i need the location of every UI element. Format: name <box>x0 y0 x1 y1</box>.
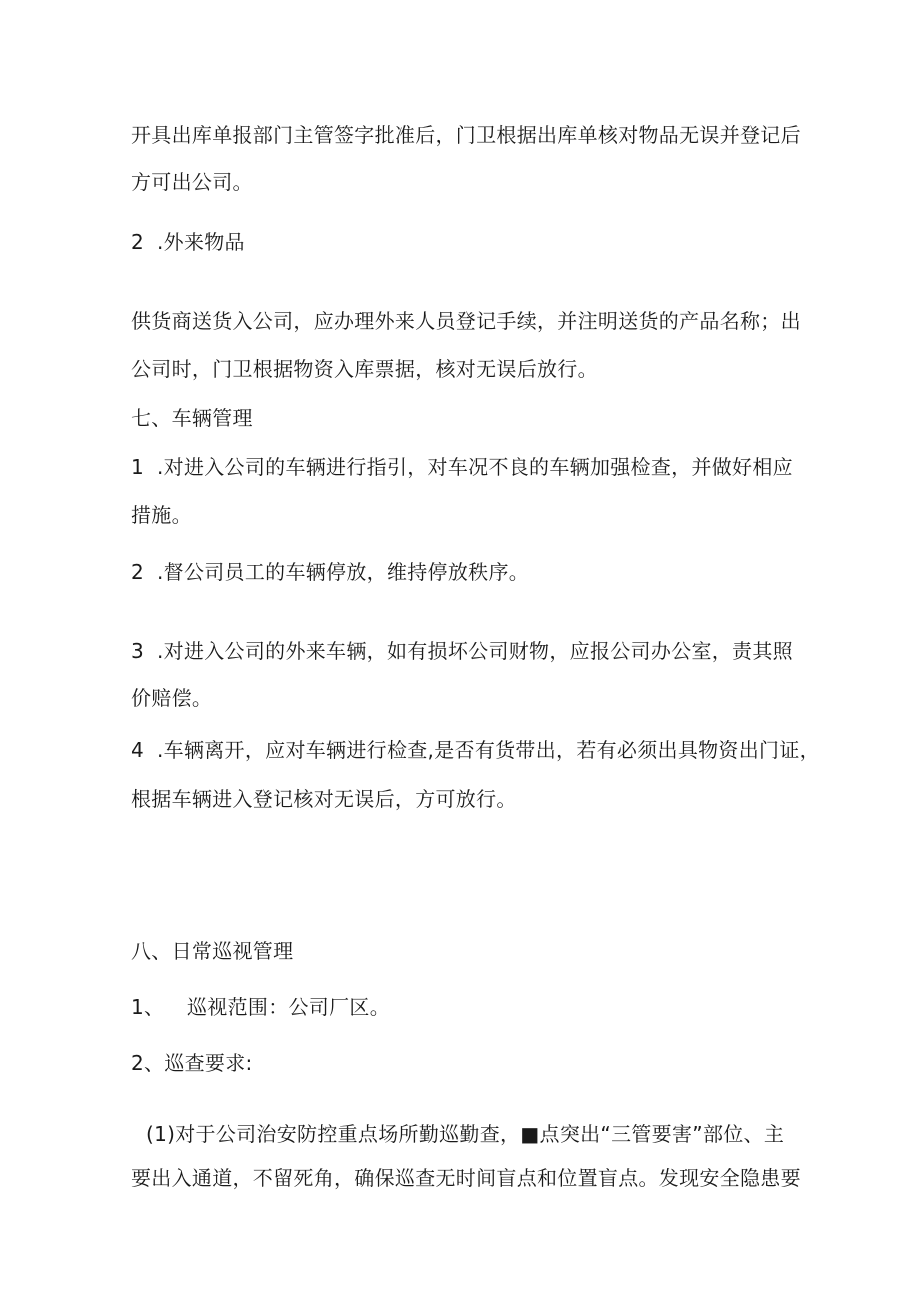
item-number: 2 <box>131 230 145 254</box>
item-number: 4 <box>131 738 145 762</box>
paragraph-line: 供货商送货入公司，应办理外来人员登记手续，并注明送货的产品名称；出 <box>131 309 801 333</box>
paragraph-line: 方可出公司。 <box>131 170 253 194</box>
section-item <box>131 637 793 665</box>
paragraph-line: 公司时，门卫根据物资入库票据，核对无误后放行。 <box>131 357 598 381</box>
item-number: 3 <box>131 639 145 663</box>
section-item <box>131 453 793 481</box>
item-text: 巡视范围：公司厂区。 <box>187 995 390 1019</box>
section-item <box>131 558 529 586</box>
item-text: .对进入公司的外来车辆，如有损坏公司财物，应报公司办公室，责其照 <box>157 639 793 663</box>
section-item <box>131 228 245 256</box>
item-text: .车辆离开，应对车辆进行检查,是否有货带出，若有必须出具物资出门证， <box>157 738 820 762</box>
paragraph-line: 根据车辆进入登记核对无误后，方可放行。 <box>131 787 517 811</box>
section-heading: 八、日常巡视管理 <box>131 939 294 963</box>
section-item <box>131 736 820 764</box>
paragraph-line: 要出入通道，不留死角，确保巡查无时间盲点和位置盲点。发现安全隐患要 <box>131 1166 801 1190</box>
item-number: 1 <box>131 455 145 479</box>
item-text: .督公司员工的车辆停放，维持停放秩序。 <box>157 560 530 584</box>
paragraph-line: 价赔偿。 <box>131 686 213 710</box>
section-item <box>131 993 390 1021</box>
item-number: 2 <box>131 560 145 584</box>
item-text: .对进入公司的车辆进行指引，对车况不良的车辆加强检查，并做好相应 <box>157 455 793 479</box>
item-number: 1、 <box>131 995 165 1019</box>
section-item: 2、巡查要求: <box>131 1051 253 1075</box>
paragraph-line: 开具出库单报部门主管签字批准后，门卫根据出库单核对物品无误并登记后 <box>131 123 801 147</box>
item-text: .外来物品 <box>157 230 245 254</box>
paragraph-line: 措施。 <box>131 503 192 527</box>
paragraph-line: (1)对于公司治安防控重点场所勤巡勤查，■点突出“三管要害”部位、主 <box>146 1122 785 1146</box>
section-heading: 七、车辆管理 <box>131 406 253 430</box>
